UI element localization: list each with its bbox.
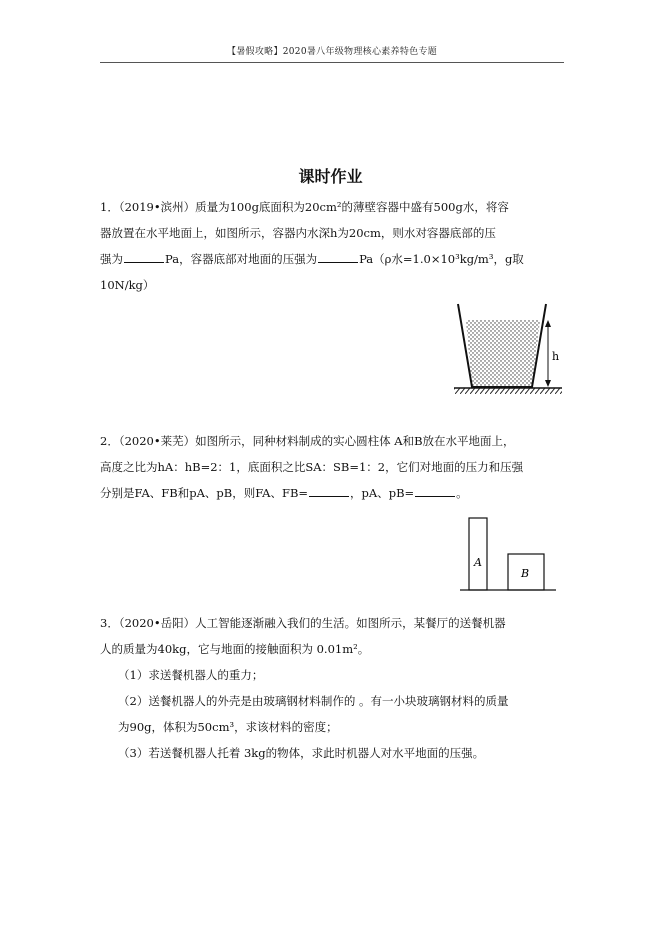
question-1 — [100, 194, 564, 298]
page-header: 【暑假攻略】2020暑八年级物理核心素养特色专题 — [226, 47, 438, 57]
cylinder-a-label: A — [474, 556, 482, 569]
question-1-text: Pa（ρ水=1.0×10³kg/m³，g取 — [359, 252, 524, 266]
question-2-text: 。 — [456, 486, 468, 500]
header-divider — [100, 62, 564, 63]
question-2-text: ，pA、pB= — [350, 486, 415, 500]
question-1-line-3 — [100, 246, 564, 272]
question-2-line-3 — [100, 480, 564, 506]
answer-blank-4[interactable] — [415, 484, 455, 497]
cylinder-a — [469, 518, 487, 590]
cylinder-b-label: B — [521, 567, 530, 580]
question-3-part-1: （1）求送餐机器人的重力； — [118, 668, 264, 682]
question-3-part-3: （3）若送餐机器人托着 3kg的物体，求此时机器人对水平地面的压强。 — [118, 746, 485, 760]
page-title: 课时作业 — [298, 167, 363, 186]
answer-blank-3[interactable] — [309, 484, 349, 497]
water-fill — [466, 320, 540, 387]
question-1-text: 强为 — [100, 252, 123, 266]
answer-blank-2[interactable] — [318, 250, 358, 263]
question-1-line-2: 器放置在水平地面上，如图所示，容器内水深h为20cm，则水对容器底部的压 — [100, 226, 496, 240]
cylinders-figure — [458, 512, 558, 596]
question-3-line-2: 人的质量为40kg，它与地面的接触面积为 0.01m²。 — [100, 642, 370, 656]
question-2-line-2: 高度之比为hA：hB=2：1，底面积之比SA：SB=1：2，它们对地面的压力和压强 — [100, 460, 524, 474]
question-3-part-2: （2）送餐机器人的外壳是由玻璃钢材料制作的 。有一小块玻璃钢材料的质量 — [118, 694, 509, 708]
question-3 — [100, 610, 564, 766]
question-2 — [100, 428, 564, 506]
answer-blank-1[interactable] — [124, 250, 164, 263]
question-1-line-4: 10N/kg） — [100, 278, 155, 292]
height-label: h — [552, 350, 560, 363]
question-2-line-1: 2．（2020•莱芜）如图所示，同种材料制成的实心圆柱体 A和B放在水平地面上， — [100, 434, 515, 448]
arrow-head-bottom — [545, 380, 551, 387]
ground-hatch — [454, 388, 562, 394]
question-2-text: 分别是FA、FB和pA、pB，则FA、FB= — [100, 486, 309, 500]
question-1-line-1: 1．（2019•滨州）质量为100g底面积为20cm²的薄壁容器中盛有500g水，将容 — [100, 200, 509, 214]
question-1-text: Pa，容器底部对地面的压强为 — [165, 252, 318, 266]
container-figure — [450, 298, 570, 398]
arrow-head-top — [545, 320, 551, 327]
question-3-part-2-cont: 为90g，体积为50cm³，求该材料的密度； — [118, 720, 338, 734]
question-3-line-1: 3．（2020•岳阳）人工智能逐渐融入我们的生活。如图所示，某餐厅的送餐机器 — [100, 616, 506, 630]
